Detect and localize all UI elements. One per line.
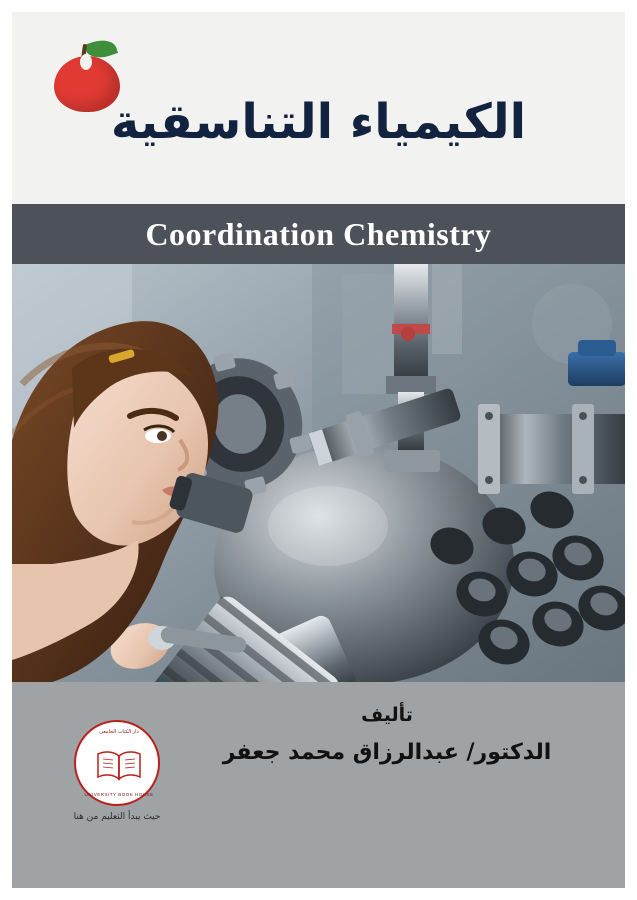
author-name: الدكتور/ عبدالرزاق محمد جعفر xyxy=(222,740,552,765)
cover-photo xyxy=(12,264,625,682)
cover-footer xyxy=(12,682,625,888)
publisher-name-english: UNIVERSITY BOOK HOUSE xyxy=(84,792,154,797)
byline xyxy=(177,704,597,765)
publisher-seal-icon xyxy=(74,720,160,806)
publisher-tagline: حيث يبدأ التعليم من هنا xyxy=(73,812,161,822)
byline-label: تأليف xyxy=(361,704,413,726)
apple-notch-icon xyxy=(80,54,92,70)
open-book-icon xyxy=(95,748,143,782)
title-band xyxy=(12,204,625,264)
publisher-logo xyxy=(42,720,192,822)
page-title-english: Coordination Chemistry xyxy=(145,215,492,252)
frame-bottom xyxy=(0,888,637,900)
frame-right xyxy=(625,0,637,900)
frame-left xyxy=(0,0,12,900)
page-title-arabic: الكيمياء التناسقية xyxy=(110,94,527,150)
publisher-name-arabic: دار الكتاب الجامعي xyxy=(99,729,139,735)
frame-top xyxy=(0,0,637,12)
